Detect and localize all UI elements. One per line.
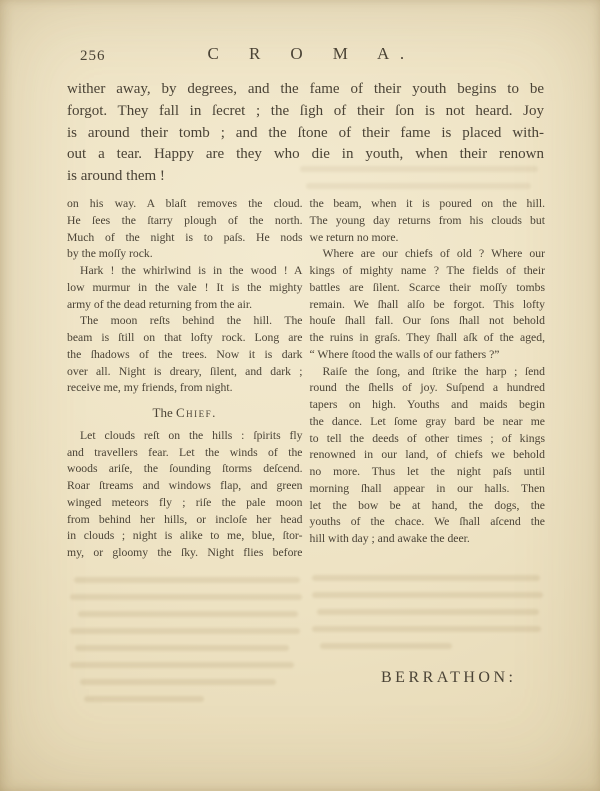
text-line: Raiſe the ſong, and ſtrike the harp ; ſend [322,364,545,378]
bleed-through-left [70,577,304,713]
text-line: renowned in our land, of chiefs we behold [309,448,545,462]
text-line: Much of the night is to paſs. He nods [67,230,303,244]
paragraph [310,196,546,246]
page-number: 256 [80,48,106,64]
text-line: out a tear. Happy are they who die in youth, when their renown [67,146,544,163]
bleed-through-right [312,575,545,660]
text-line: army of the dead returning from the air. [67,297,252,311]
text-line: low murmur in the vale ! It is the mighty [67,280,303,294]
text-line: houſe ſhall fall. Our ſons ſhall not behold [309,314,545,328]
intro-paragraph [67,79,544,188]
text-line: kings of mighty name ? The fields of their [309,264,545,277]
text-line: and travellers fear. Let the winds of the [67,445,303,459]
text-line: Let clouds reſt on the hills : ſpirits fly [80,428,303,442]
left-column [67,196,303,562]
text-line: the ſhadows of the trees. Now it is dark [67,347,303,361]
text-line: The young day returns from his clouds but [309,213,545,227]
text-line: no more. Thus let the night paſs until [309,465,545,478]
section-heading-prefix: The [152,405,177,420]
text-line: from behind her hills, or incloſe her head [67,512,303,526]
text-line: He ſees the ſtarry plough of the north. [67,213,303,227]
text-line: “ Where ſtood the walls of our fathers ?” [309,347,500,361]
text-line: tapers on high. Youths and maids begin [309,398,545,411]
text-line: is around them ! [67,168,165,185]
text-line: my, or gloomy the ſky. Night flies before [67,546,303,559]
text-line: by the moſſy rock. [67,247,153,261]
section-heading [67,405,303,422]
text-line: the dance. Let ſome gray bard be near me [309,414,545,428]
text-line: remain. We ſhall alſo be forgot. This lofty [309,297,545,311]
text-line: winged meteors fly ; riſe the pale moon [67,495,303,509]
text-line: battles are ſilent. Scarce their moſſy tombs [309,280,545,294]
text-line: morning ſhall appear in our halls. Then [309,481,545,495]
text-line: round the ſhells of joy. Suſpend a hundred [309,381,545,395]
text-line: the beam, when it is poured on the hill. [309,197,545,210]
text-line: the ruins in graſs. They ſhall aſk of the aged, [309,331,545,344]
text-line: let the bow be at hand, the dogs, the [309,498,545,512]
left-column-top [67,196,303,397]
paragraph [67,313,303,397]
text-columns [67,196,545,562]
text-line: in clouds ; night is alike to me, blue, ſtor- [67,529,303,543]
text-line: is around their tomb ; and the ſtone of their fame is placed with- [67,124,544,141]
paragraph [310,246,546,363]
text-line: over all. Night is dreary, ſilent, and dark ; [67,364,303,378]
text-line: beam is ſtill on that lofty rock. Long are [67,331,303,344]
section-heading-name: Chief. [176,405,217,420]
text-line: we return no more. [309,230,399,244]
paragraph [67,196,303,263]
left-column-bottom [67,428,303,562]
text-line: hill with day ; and awake the deer. [309,532,470,545]
text-line: on his way. A blaſt removes the cloud. [67,197,303,210]
text-line: Where are our chiefs of old ? Where our [322,247,545,261]
running-title: C R O M A. [207,44,415,63]
text-line: Roar ſtreams and windows flap, and green [67,479,303,492]
paragraph [310,364,546,548]
page-header [67,44,545,70]
paragraph [67,79,544,188]
paragraph [67,428,303,562]
text-line: wither away, by degrees, and the fame of their youth begins to be [67,81,544,97]
text-line: receive me, my friends, from night. [67,381,233,395]
text-line: woods ariſe, the ſounding ſtorms deſcend. [67,462,303,476]
right-column [310,196,546,562]
paragraph [67,263,303,313]
text-line: to tell the deeds of other times ; of kings [309,431,545,445]
text-line: youths of the chace. We ſhall aſcend the [309,515,545,529]
text-line: forgot. They fall in ſecret ; the ſigh of their ſon is not heard. Joy [67,102,544,119]
catchword: BERRATHON: [381,669,517,686]
text-line: The moon reſts behind the hill. The [80,314,303,328]
text-line: Hark ! the whirlwind is in the wood ! A [80,264,303,277]
